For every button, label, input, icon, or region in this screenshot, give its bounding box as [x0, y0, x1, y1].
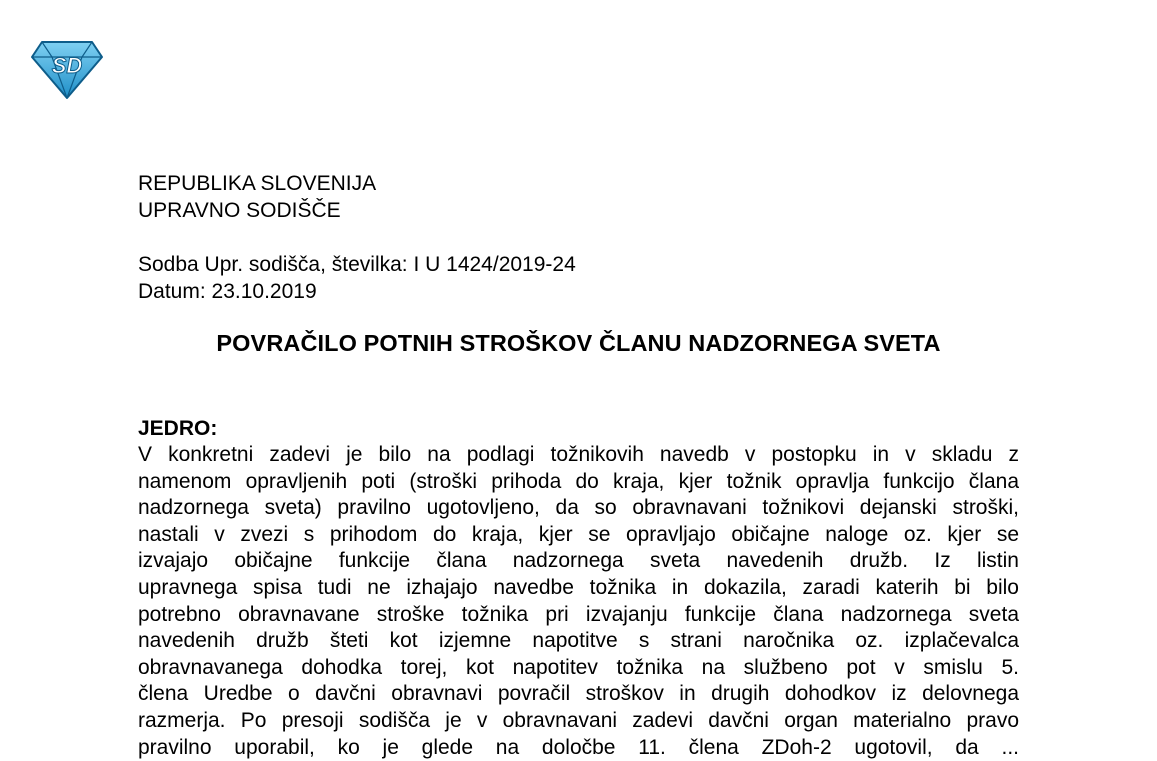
paragraph-line: izvajajo običajne funkcije člana nadzornega sveta navedenih družb. Iz listin — [138, 549, 1019, 573]
document-meta — [138, 251, 576, 305]
body-paragraph — [138, 442, 1019, 761]
paragraph-line: obravnavanega dohodka torej, kot napotitev tožnika na službeno pot v smislu 5. — [138, 655, 1019, 679]
judgment-number: Sodba Upr. sodišča, številka: I U 1424/2019-24 — [138, 253, 576, 276]
document-header — [138, 170, 376, 224]
paragraph-line: potrebno obravnavane stroške tožnika pri izvajanju funkcije člana nadzornega sveta — [138, 602, 1019, 626]
paragraph-line: pravilno uporabil, ko je glede na določbe 11. člena ZDoh-2 ugotovil, da ... — [138, 735, 1019, 759]
paragraph-line: namenom opravljenih poti (stroški prihoda do kraja, kjer tožnik opravlja funkcijo člana — [138, 469, 1019, 493]
paragraph-line: nadzornega sveta) pravilno ugotovljeno, da so obravnavani tožnikovi dejanski stroški, — [138, 496, 1019, 520]
paragraph-line: V konkretni zadevi je bilo na podlagi tožnikovih navedb v postopku in v skladu z — [138, 443, 1019, 466]
paragraph-line: člena Uredbe o davčni obravnavi povračil stroškov in drugih dohodkov iz delovnega — [138, 682, 1019, 706]
paragraph-line: razmerja. Po presoji sodišča je v obravnavani zadevi davčni organ materialno pravo — [138, 708, 1019, 732]
section-heading: JEDRO: — [138, 417, 218, 440]
svg-text:SD: SD — [51, 53, 83, 78]
document-title: POVRAČILO POTNIH STROŠKOV ČLANU NADZORNEGA SVETA — [216, 330, 941, 356]
paragraph-line: nastali v zvezi s prihodom do kraja, kjer se opravljajo običajne naloge oz. kjer se — [138, 522, 1019, 546]
country-name: REPUBLIKA SLOVENIJA — [138, 172, 377, 195]
court-name: UPRAVNO SODIŠČE — [138, 199, 341, 222]
paragraph-line: upravnega spisa tudi ne izhajajo navedbe tožnika in dokazila, zaradi katerih bi bilo — [138, 575, 1019, 599]
paragraph-line: navedenih družb šteti kot izjemne napotitve s strani naročnika oz. izplačevalca — [138, 629, 1019, 653]
diamond-logo-icon — [30, 40, 104, 100]
judgment-date: Datum: 23.10.2019 — [138, 280, 317, 303]
